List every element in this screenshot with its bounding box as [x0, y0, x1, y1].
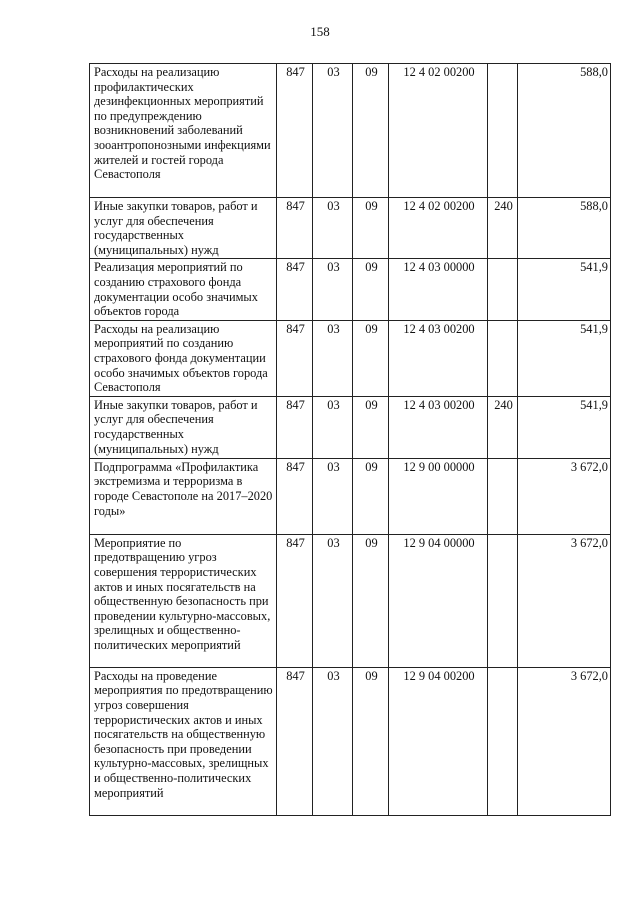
row-sum: 3 672,0 — [518, 458, 611, 534]
row-ved: 847 — [277, 198, 313, 259]
row-name: Подпрограмма «Профилактика экстремизма и терроризма в городе Севастополе на 2017–2020 годы» — [90, 458, 277, 534]
table-row — [90, 64, 611, 198]
row-rz: 03 — [313, 534, 353, 667]
table-row — [90, 320, 611, 396]
row-rz: 03 — [313, 259, 353, 320]
row-vr — [488, 667, 518, 815]
row-csr: 12 4 03 00200 — [389, 396, 488, 458]
row-ved: 847 — [277, 320, 313, 396]
row-vr: 240 — [488, 396, 518, 458]
row-rz: 03 — [313, 198, 353, 259]
row-pr: 09 — [353, 667, 389, 815]
row-sum: 588,0 — [518, 198, 611, 259]
row-ved: 847 — [277, 458, 313, 534]
row-rz: 03 — [313, 458, 353, 534]
row-name: Расходы на реализацию профилактических дезинфекционных мероприятий по предупреждению возникновений заболеваний зооантропонозными инфекциями жителей и гостей города Севастополя — [90, 64, 277, 198]
row-name: Расходы на проведение мероприятия по предотвращению угроз совершения террористических актов и иных посягательств на общественную безопасность при проведении культурно-массовых, зрелищных и общественно-политических мероприятий — [90, 667, 277, 815]
row-pr: 09 — [353, 534, 389, 667]
row-csr: 12 4 02 00200 — [389, 198, 488, 259]
row-csr: 12 9 04 00200 — [389, 667, 488, 815]
row-csr: 12 4 02 00200 — [389, 64, 488, 198]
budget-table — [89, 63, 611, 816]
row-vr — [488, 64, 518, 198]
row-ved: 847 — [277, 534, 313, 667]
table-row — [90, 396, 611, 458]
row-pr: 09 — [353, 320, 389, 396]
row-ved: 847 — [277, 64, 313, 198]
row-name: Мероприятие по предотвращению угроз совершения террористических актов и иных посягательств на общественную безопасность при проведении культурно-массовых, зрелищных и общественно-политических мероприятий — [90, 534, 277, 667]
table-row — [90, 458, 611, 534]
row-rz: 03 — [313, 667, 353, 815]
row-pr: 09 — [353, 458, 389, 534]
row-vr — [488, 259, 518, 320]
row-sum: 541,9 — [518, 396, 611, 458]
row-pr: 09 — [353, 64, 389, 198]
row-csr: 12 4 03 00200 — [389, 320, 488, 396]
row-rz: 03 — [313, 396, 353, 458]
row-ved: 847 — [277, 259, 313, 320]
row-pr: 09 — [353, 259, 389, 320]
row-ved: 847 — [277, 667, 313, 815]
row-vr — [488, 458, 518, 534]
row-name: Иные закупки товаров, работ и услуг для обеспечения государственных (муниципальных) нужд — [90, 198, 277, 259]
row-ved: 847 — [277, 396, 313, 458]
table-row — [90, 259, 611, 320]
row-vr: 240 — [488, 198, 518, 259]
row-sum: 588,0 — [518, 64, 611, 198]
row-rz: 03 — [313, 320, 353, 396]
row-pr: 09 — [353, 396, 389, 458]
row-vr — [488, 320, 518, 396]
row-csr: 12 4 03 00000 — [389, 259, 488, 320]
table-row — [90, 198, 611, 259]
row-name: Реализация мероприятий по созданию страхового фонда документации особо значимых объектов города — [90, 259, 277, 320]
row-sum: 3 672,0 — [518, 667, 611, 815]
row-csr: 12 9 04 00000 — [389, 534, 488, 667]
row-sum: 541,9 — [518, 259, 611, 320]
row-rz: 03 — [313, 64, 353, 198]
row-name: Иные закупки товаров, работ и услуг для обеспечения государственных (муниципальных) нужд — [90, 396, 277, 458]
page-number: 158 — [310, 24, 330, 39]
row-name: Расходы на реализацию мероприятий по созданию страхового фонда документации особо значимых объектов города Севастополя — [90, 320, 277, 396]
row-sum: 541,9 — [518, 320, 611, 396]
row-vr — [488, 534, 518, 667]
table-row — [90, 534, 611, 667]
row-sum: 3 672,0 — [518, 534, 611, 667]
row-csr: 12 9 00 00000 — [389, 458, 488, 534]
row-pr: 09 — [353, 198, 389, 259]
table-row — [90, 667, 611, 815]
